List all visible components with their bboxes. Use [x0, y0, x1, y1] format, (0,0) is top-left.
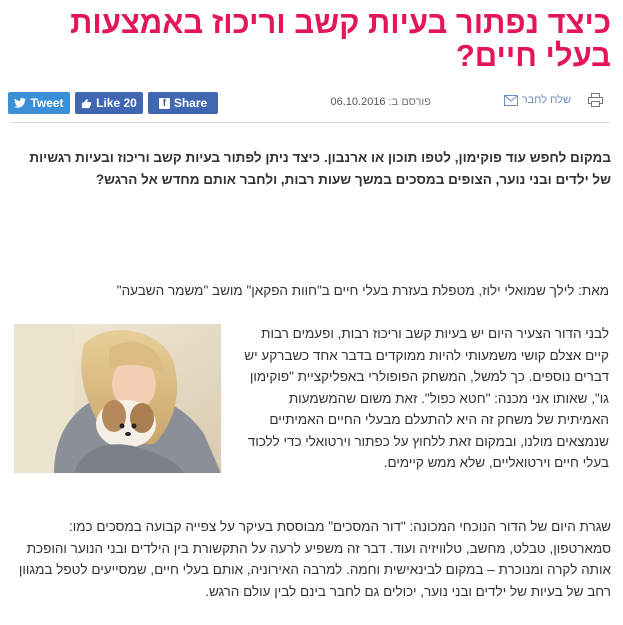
- article-paragraph-1: לבני הדור הצעיר היום יש בעיות קשב וריכוז רבות, ופעמים רבות קיים אצלם קושי משמעותי להיות ממוקדים בדבר אחד כשברקע יש דברים נוספים. כך למשל, המשחק הפופולרי באפליקציית "פוקימון גו", שאותו אני מכנה: "חטא כפול". זאת משום שהמשמעות האמיתית של משחק זה היא להתעלם מבעלי החיים האמיתיים שנמצאים מולנו, ובמקום זאת ללחוץ על כפתור וירטואלי כדי ללכוד בעלי חיים וירטואליים, שלא ממש קיימים.: [244, 326, 609, 470]
- twitter-bird-icon: [14, 98, 26, 108]
- facebook-icon: f: [159, 98, 170, 109]
- divider: [10, 122, 610, 123]
- article-title: כיצד נפתור בעיות קשב וריכוז באמצעות בעלי חיים?: [70, 5, 611, 73]
- article-meta-bar: [8, 92, 611, 120]
- envelope-icon: [504, 95, 518, 106]
- thumbs-up-icon: [81, 98, 92, 109]
- published-date: 06.10.2016: [330, 96, 386, 108]
- printer-icon: [588, 93, 603, 107]
- article-byline: מאת: לילך שמואלי ילוז, מטפלת בעזרת בעלי חיים ב"חוות הפקאן" מושב "משמר השבעה": [116, 283, 609, 298]
- facebook-like-button[interactable]: [75, 92, 143, 114]
- send-to-friend-link[interactable]: [504, 94, 571, 106]
- article-paragraph-2: שגרת היום של הדור הנוכחי המכונה: "דור המסכים" מבוססת בעיקר על צפייה קבועה במסכים כמו: סמארטפון, טבלט, מחשב, טלוויזיה ועוד. דבר זה משפיע לרעה על התקשורת בין הילדים ובני הנוער והופכת אותה לקרה ומנוכרת – במקום לבינאישית וחמה. למרבה האירוניה, אותם בעלי חיים, שמסייעים לטפל במגוון רחב של בעיות של ילדים ובני נוער, יכולים גם לחבר בינם לבין עולם הרגש.: [18, 519, 611, 599]
- tweet-label: Tweet: [30, 96, 64, 110]
- published-label: פורסם ב:: [388, 96, 431, 108]
- share-label: Share: [173, 96, 208, 110]
- send-to-friend-label: שלח לחבר: [521, 94, 571, 106]
- tweet-button[interactable]: [8, 92, 70, 114]
- like-label: Like 20: [96, 96, 137, 110]
- article-photo: [14, 324, 221, 473]
- facebook-share-button[interactable]: [148, 92, 218, 114]
- share-buttons: [8, 92, 218, 114]
- article-lead: במקום לחפש עוד פוקימון, לטפו תוכון או ארנבון. כיצד ניתן לפתור בעיות קשב וריכוז ובעיות רגשיות של ילדים ובני נוער, הצופים במסכים במשך שעות רבות, ולחבר אותם מחדש אל הרגש?: [29, 150, 611, 187]
- print-button[interactable]: [588, 93, 603, 112]
- publish-info: [331, 96, 432, 108]
